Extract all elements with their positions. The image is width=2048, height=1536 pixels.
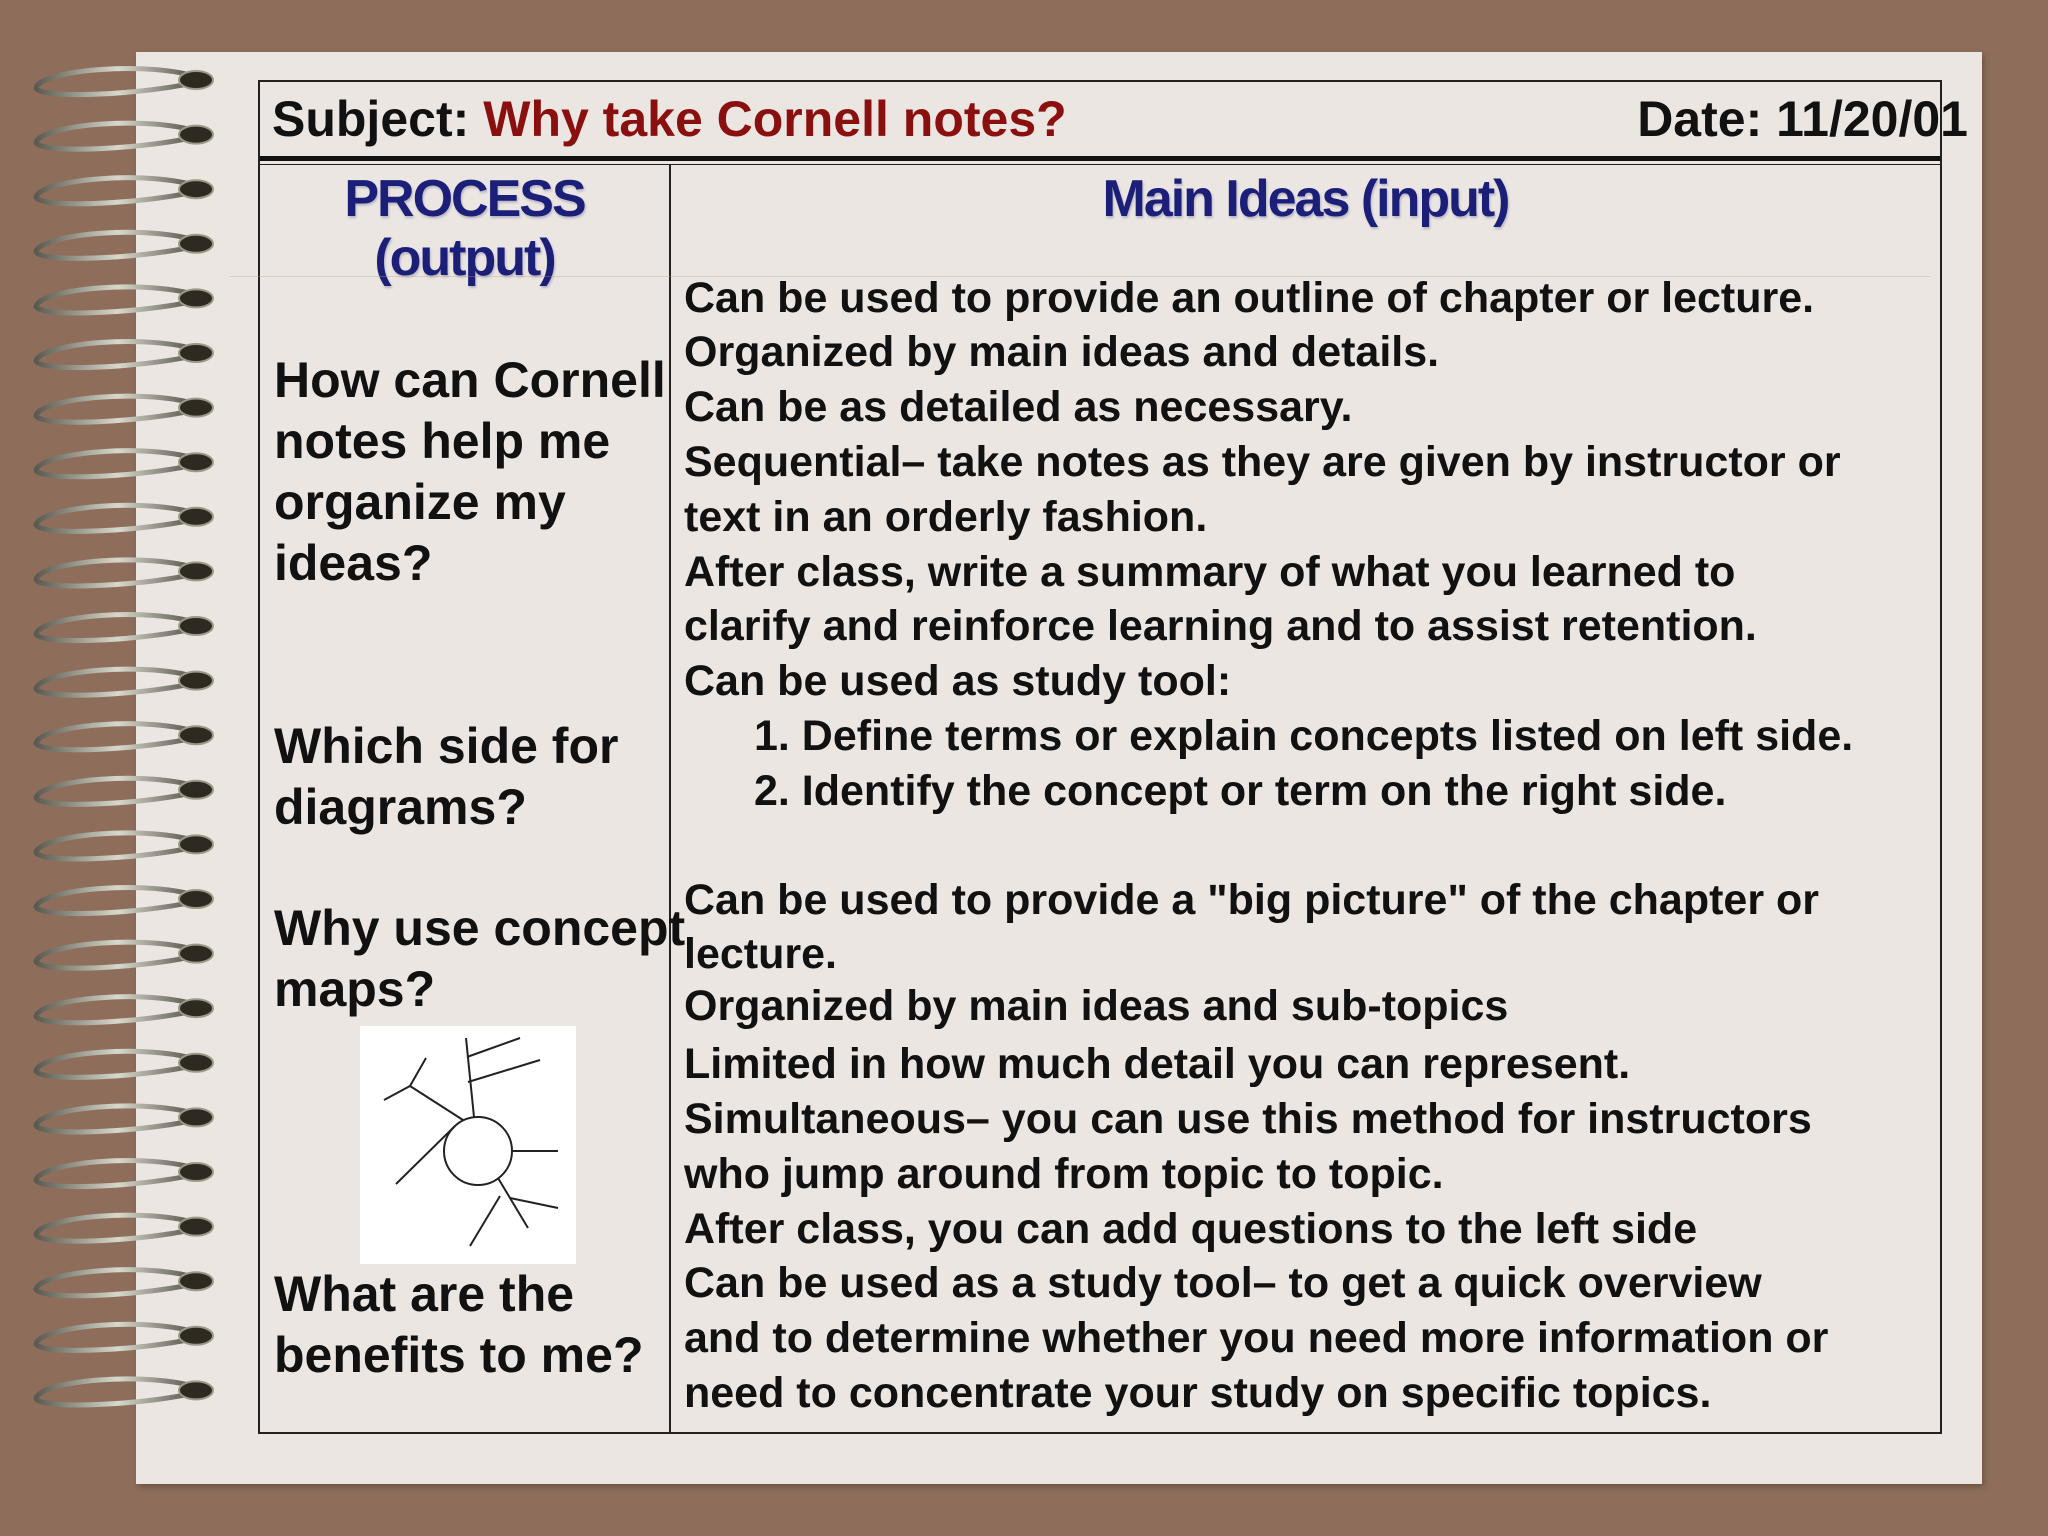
spiral-ring <box>36 287 200 313</box>
spiral-hole <box>179 126 213 144</box>
process-heading-line1: PROCESS <box>344 170 585 228</box>
spiral-hole <box>179 399 213 417</box>
main-idea-line: Can be used to provide a "big picture" of the chapter or <box>684 876 1820 924</box>
spiral-hole <box>179 1218 213 1236</box>
spiral-hole <box>179 1381 213 1399</box>
spiral-hole <box>179 1163 213 1181</box>
spiral-ring <box>36 342 200 368</box>
main-idea-line: Sequential– take notes as they are given by instructor or <box>684 438 1841 486</box>
subject-value: Why take Cornell notes? <box>483 91 1067 147</box>
question-item: Which side for diagrams? <box>274 718 619 835</box>
spiral-ring <box>36 123 200 149</box>
spiral-ring <box>36 833 200 859</box>
main-idea-line: Can be used to provide an outline of chapter or lecture. <box>684 274 1815 322</box>
spiral-binding-icon <box>0 0 240 1536</box>
main-idea-line: Organized by main ideas and details. <box>684 328 1440 376</box>
spiral-ring <box>36 451 200 477</box>
spiral-hole <box>179 1327 213 1345</box>
spiral-ring <box>36 997 200 1023</box>
spiral-hole <box>179 781 213 799</box>
main-idea-line: need to concentrate your study on specific topics. <box>684 1369 1712 1417</box>
spiral-ring <box>36 669 200 695</box>
spiral-hole <box>179 562 213 580</box>
main-idea-line: lecture. <box>684 930 837 978</box>
spiral-hole <box>179 1054 213 1072</box>
spiral-ring <box>36 505 200 531</box>
spiral-hole <box>179 890 213 908</box>
subject-line <box>272 90 1067 148</box>
spiral-hole <box>179 1108 213 1126</box>
spiral-ring <box>36 396 200 422</box>
spiral-ring <box>36 1379 200 1405</box>
concept-map-icon <box>360 1026 576 1264</box>
spiral-ring <box>36 615 200 641</box>
main-idea-line: Simultaneous– you can use this method for instructors <box>684 1095 1812 1143</box>
spiral-hole <box>179 289 213 307</box>
question-item: How can Cornell notes help me organize my ideas? <box>274 352 666 591</box>
spiral-hole <box>179 71 213 89</box>
main-idea-line: Can be used as study tool: <box>684 657 1232 705</box>
spiral-ring <box>36 232 200 258</box>
date-label: Date: 11/20/01 <box>1637 91 1968 147</box>
spiral-hole <box>179 999 213 1017</box>
spiral-ring <box>36 560 200 586</box>
spiral-hole <box>179 180 213 198</box>
main-idea-line: and to determine whether you need more information or <box>684 1314 1829 1362</box>
spiral-ring <box>36 1051 200 1077</box>
spiral-ring <box>36 1161 200 1187</box>
main-idea-line: After class, you can add questions to the left side <box>684 1205 1698 1253</box>
spiral-ring <box>36 1324 200 1350</box>
subject-label: Subject: <box>272 91 470 147</box>
spiral-hole <box>179 835 213 853</box>
main-idea-line: 1. Define terms or explain concepts listed on left side. <box>754 712 1854 760</box>
main-idea-line: Can be as detailed as necessary. <box>684 383 1353 431</box>
header-row <box>260 82 1968 161</box>
spiral-ring <box>36 1106 200 1132</box>
main-idea-line: After class, write a summary of what you learned to <box>684 548 1736 596</box>
main-idea-line: Limited in how much detail you can represent. <box>684 1040 1631 1088</box>
main-idea-line: text in an orderly fashion. <box>684 493 1208 541</box>
header-divider <box>260 164 1940 165</box>
spiral-ring <box>36 69 200 95</box>
main-idea-line: who jump around from topic to topic. <box>684 1150 1444 1198</box>
spiral-ring <box>36 888 200 914</box>
spiral-hole <box>179 726 213 744</box>
spiral-hole <box>179 453 213 471</box>
question-item: Why use concept maps? <box>274 900 686 1017</box>
main-idea-line: Organized by main ideas and sub-topics <box>684 982 1509 1030</box>
spiral-ring <box>36 1215 200 1241</box>
spiral-ring <box>36 724 200 750</box>
spiral-hole <box>179 508 213 526</box>
spiral-hole <box>179 344 213 362</box>
main-ideas-heading: Main Ideas (input) <box>1102 170 1509 228</box>
spiral-ring <box>36 778 200 804</box>
spiral-ring <box>36 1270 200 1296</box>
spiral-hole <box>179 617 213 635</box>
cornell-notes-sheet <box>258 80 1968 1434</box>
main-idea-line: clarify and reinforce learning and to assist retention. <box>684 602 1757 650</box>
main-idea-line: Can be used as a study tool– to get a quick overview <box>684 1259 1762 1307</box>
spiral-hole <box>179 672 213 690</box>
spiral-ring <box>36 942 200 968</box>
spiral-hole <box>179 1272 213 1290</box>
process-heading-line2: (output) <box>374 229 555 287</box>
spiral-hole <box>179 945 213 963</box>
spiral-ring <box>36 178 200 204</box>
question-item: What are the benefits to me? <box>274 1266 644 1383</box>
process-heading <box>260 170 669 288</box>
spiral-hole <box>179 235 213 253</box>
main-idea-line: 2. Identify the concept or term on the right side. <box>754 767 1727 815</box>
faint-rule <box>230 276 1930 277</box>
